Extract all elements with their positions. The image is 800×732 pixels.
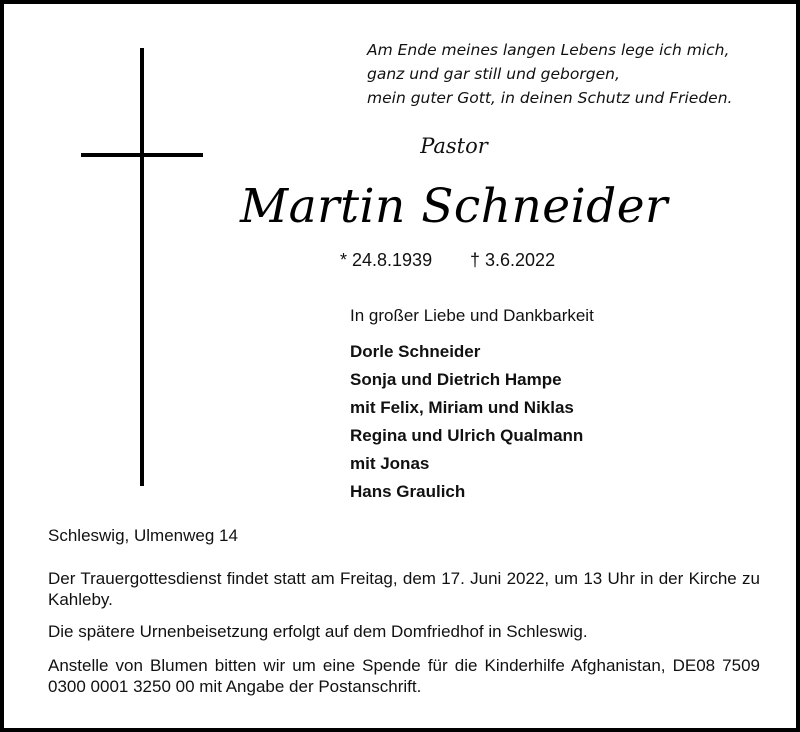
deceased-title: Pastor [420, 134, 488, 158]
poem-line: ganz und gar still und geborgen, [367, 65, 620, 83]
poem-verse [367, 38, 787, 110]
donation-notice: Anstelle von Blumen bitten wir um eine Spende für die Kinderhilfe Afghanistan, DE08 7509 0300 0001 3250 00 mit Angabe der Postanschrift. [48, 656, 760, 696]
mourner-name: Regina und Ulrich Qualmann [350, 426, 584, 445]
family-address: Schleswig, Ulmenweg 14 [48, 526, 238, 545]
deceased-name: Martin Schneider [239, 179, 669, 234]
poem-line: mein guter Gott, in deinen Schutz und Frieden. [367, 89, 733, 107]
mourners-intro: In großer Liebe und Dankbarkeit [350, 306, 594, 325]
mourner-name: Hans Graulich [350, 482, 466, 501]
mourners-list [350, 338, 583, 506]
birth-date: * 24.8.1939 [340, 250, 433, 270]
funeral-service-notice: Der Trauergottesdienst findet statt am Freitag, dem 17. Juni 2022, um 13 Uhr in der Kirche zu Kahleby. [48, 569, 760, 609]
mourner-name: mit Jonas [350, 454, 430, 473]
mourner-name: Sonja und Dietrich Hampe [350, 370, 562, 389]
urn-burial-notice: Die spätere Urnenbeisetzung erfolgt auf dem Domfriedhof in Schleswig. [48, 622, 588, 641]
mourner-name: mit Felix, Miriam und Niklas [350, 398, 574, 417]
cross-icon-vertical-beam [140, 48, 144, 486]
mourner-name: Dorle Schneider [350, 342, 481, 361]
death-date: † 3.6.2022 [470, 250, 556, 270]
poem-line: Am Ende meines langen Lebens lege ich mich, [367, 41, 730, 59]
